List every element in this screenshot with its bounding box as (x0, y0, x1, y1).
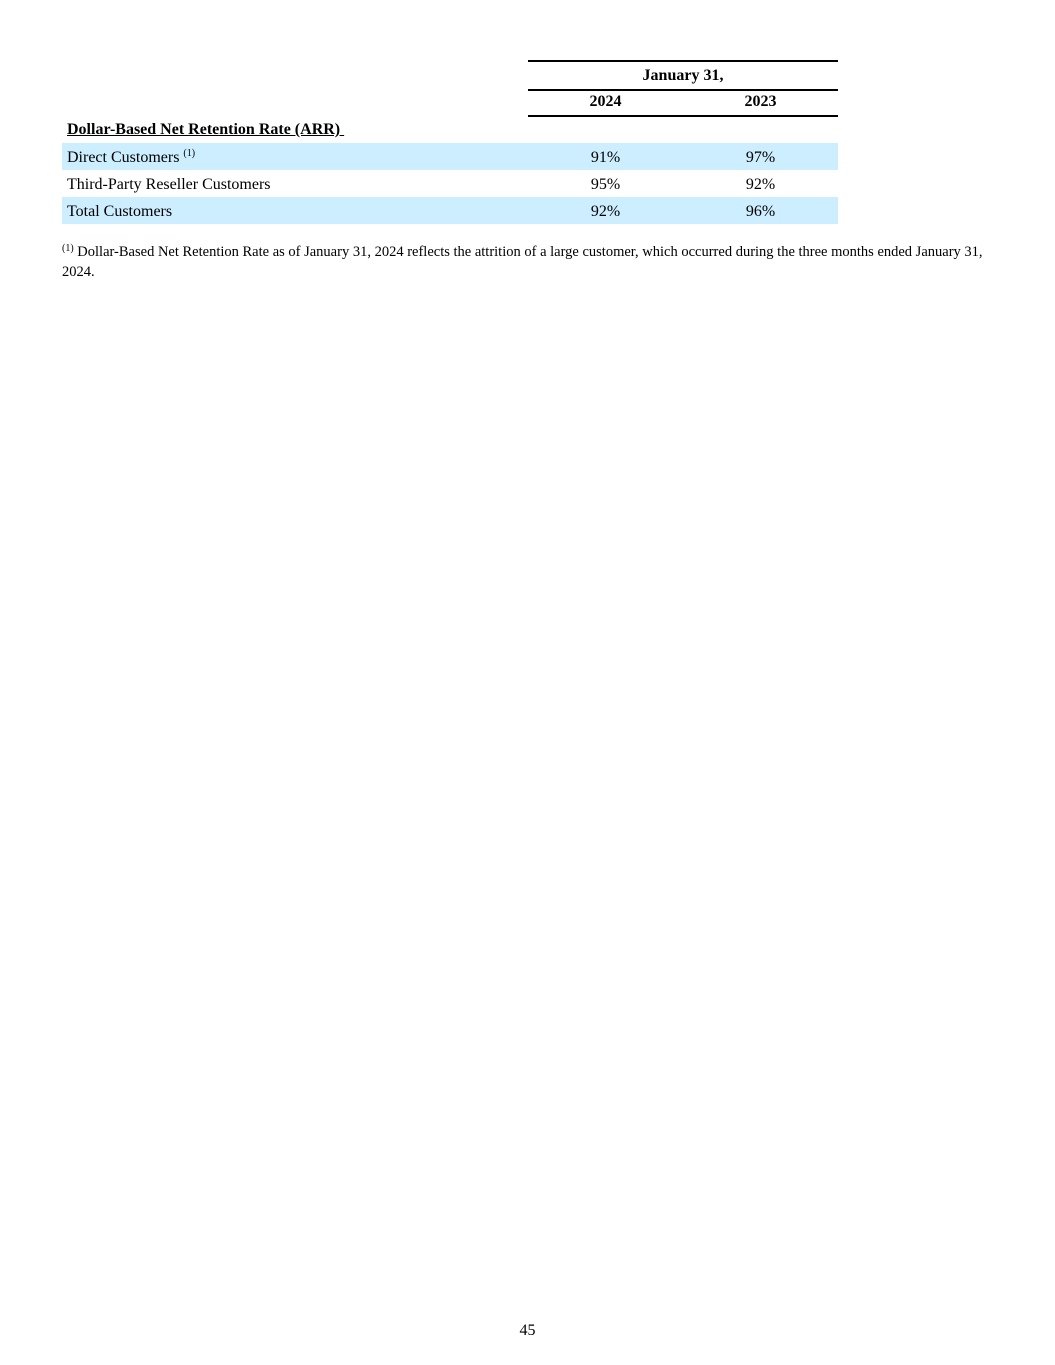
year-header-2024: 2024 (589, 93, 622, 110)
section-row (62, 116, 838, 143)
year-header-2023: 2023 (744, 93, 777, 110)
footnote-text: Dollar-Based Net Retention Rate as of January 31, 2024 reflects the attrition of a large customer, which occurred during the three months ended January 31, 2024. (62, 244, 983, 280)
section-title: Dollar-Based Net Retention Rate (ARR) (67, 121, 345, 138)
page-number: 45 (519, 1322, 536, 1339)
period-header-row (62, 60, 838, 88)
value-2024: 95% (590, 176, 621, 193)
table-row-third-party-reseller-customers (62, 170, 838, 197)
table-row-direct-customers (62, 143, 838, 170)
value-2024: 92% (590, 203, 621, 220)
row-label (67, 143, 195, 172)
footnote-marker: (1) (183, 148, 196, 159)
table-row-total-customers (62, 197, 838, 224)
value-2023: 92% (745, 176, 776, 193)
year-header-row (62, 88, 838, 116)
row-label-text: Third-Party Reseller Customers (67, 176, 271, 193)
value-2023: 97% (745, 149, 776, 166)
row-label (67, 197, 172, 226)
row-label-text: Direct Customers (67, 149, 180, 166)
footnote-marker: (1) (62, 243, 74, 254)
row-label (67, 170, 271, 199)
value-2023: 96% (745, 203, 776, 220)
row-label-text: Total Customers (67, 203, 173, 220)
period-header: January 31, (528, 60, 838, 91)
value-2024: 91% (590, 149, 621, 166)
retention-table (62, 60, 838, 224)
footnote (62, 242, 992, 282)
